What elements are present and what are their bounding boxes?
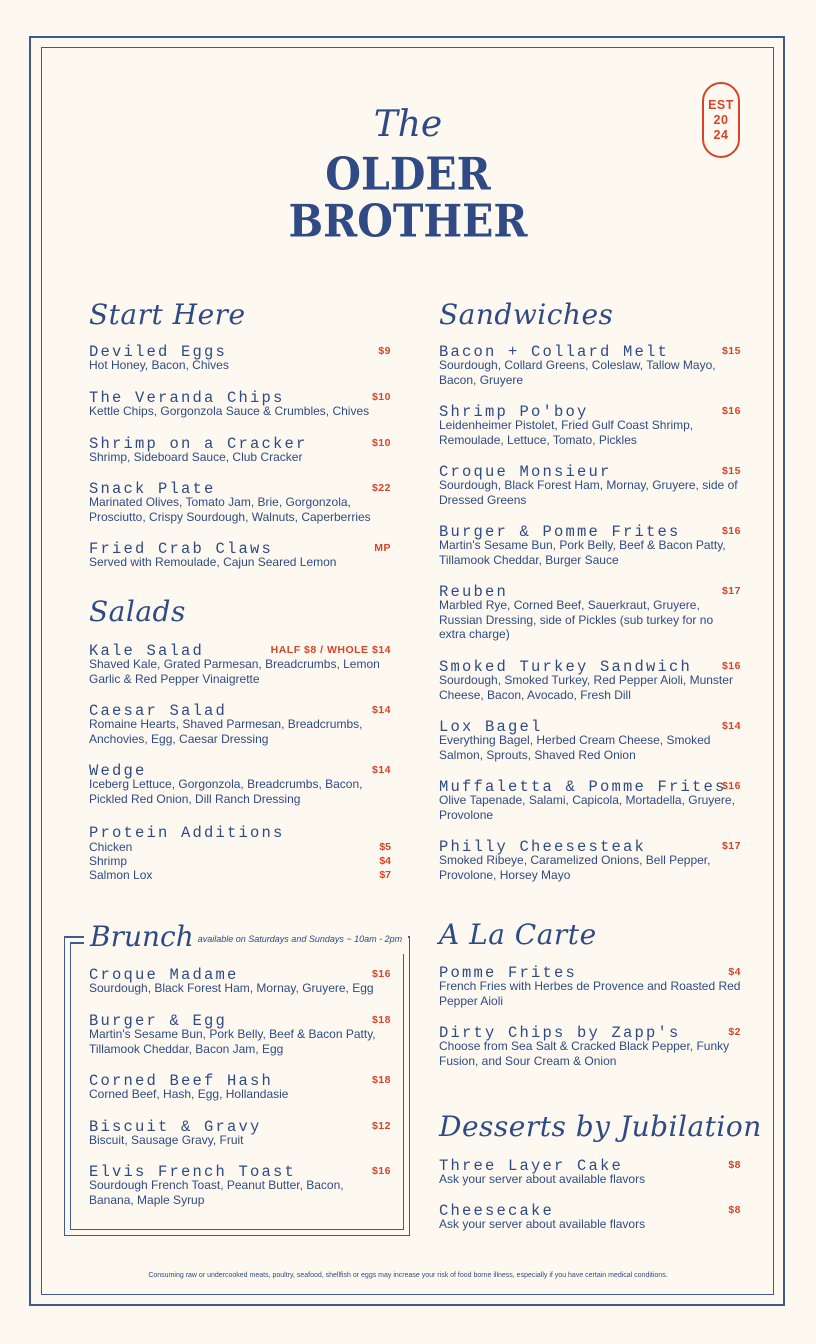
item-name: Shrimp on a Cracker xyxy=(89,435,308,453)
item-price: $14 xyxy=(371,764,391,776)
item-description: Shrimp, Sideboard Sauce, Club Cracker xyxy=(89,450,303,464)
item-price: $18 xyxy=(371,1014,391,1026)
protein-price: $4 xyxy=(379,855,391,867)
item-price: $8 xyxy=(728,1159,741,1171)
item-name: Burger & Pomme Frites xyxy=(439,523,681,541)
item-price: $17 xyxy=(721,840,741,852)
protein-row xyxy=(89,854,391,869)
item-price: MP xyxy=(374,542,391,554)
item-name: Deviled Eggs xyxy=(89,343,228,361)
item-price: $16 xyxy=(721,525,741,537)
brunch-availability-note: available on Saturdays and Sundays ~ 10am - 2pm xyxy=(197,934,403,944)
item-price: $15 xyxy=(721,345,741,357)
item-description: Sourdough, Collard Greens, Coleslaw, Tallow Mayo, Bacon, Gruyere xyxy=(439,358,716,387)
item-description: Hot Honey, Bacon, Chives xyxy=(89,358,229,372)
item-price: $10 xyxy=(371,437,391,449)
item-name: Muffaletta & Pomme Frites xyxy=(439,778,727,796)
item-description: Smoked Ribeye, Caramelized Onions, Bell Pepper, Provolone, Horsey Mayo xyxy=(439,853,711,882)
section-title-brunch: Brunch xyxy=(90,919,194,953)
item-description: Sourdough French Toast, Peanut Butter, Bacon, Banana, Maple Syrup xyxy=(89,1178,344,1207)
item-price: $14 xyxy=(721,720,741,732)
protein-additions-title: Protein Additions xyxy=(89,824,285,842)
item-price: $22 xyxy=(371,482,391,494)
item-name: Biscuit & Gravy xyxy=(89,1118,262,1136)
item-name: Cheesecake xyxy=(439,1202,555,1220)
item-description: Biscuit, Sausage Gravy, Fruit xyxy=(89,1133,244,1147)
item-price: HALF $8 / WHOLE $14 xyxy=(270,644,391,656)
item-description: Martin's Sesame Bun, Pork Belly, Beef & Bacon Patty, Tillamook Cheddar, Bacon Jam, Egg xyxy=(89,1027,376,1056)
protein-row xyxy=(89,868,391,883)
item-price: $14 xyxy=(371,704,391,716)
item-name: Three Layer Cake xyxy=(439,1157,624,1175)
item-name: Croque Monsieur xyxy=(439,463,612,481)
protein-name: Salmon Lox xyxy=(89,868,153,882)
item-description: Sourdough, Smoked Turkey, Red Pepper Aioli, Munster Cheese, Bacon, Avocado, Fresh Dill xyxy=(439,673,733,702)
protein-row xyxy=(89,840,391,855)
item-description: Sourdough, Black Forest Ham, Mornay, Gruyere, side of Dressed Greens xyxy=(439,478,738,507)
item-description: Shaved Kale, Grated Parmesan, Breadcrumbs, Lemon Garlic & Red Pepper Vinaigrette xyxy=(89,657,380,686)
item-price: $2 xyxy=(728,1026,741,1038)
item-description: Ask your server about available flavors xyxy=(439,1217,646,1231)
protein-name: Chicken xyxy=(89,840,133,854)
section-title-sandwiches: Sandwiches xyxy=(439,298,614,331)
item-name: Croque Madame xyxy=(89,966,239,984)
protein-price: $5 xyxy=(379,841,391,853)
item-description: Iceberg Lettuce, Gorgonzola, Breadcrumbs, Bacon, Pickled Red Onion, Dill Ranch Dressing xyxy=(89,777,363,806)
item-description: Kettle Chips, Gorgonzola Sauce & Crumbles, Chives xyxy=(89,404,370,418)
item-price: $12 xyxy=(371,1120,391,1132)
item-name: Reuben xyxy=(439,583,509,601)
logo-brother: BROTHER xyxy=(288,194,528,248)
item-name: Wedge xyxy=(89,762,147,780)
section-title-a-la-carte: A La Carte xyxy=(439,918,597,951)
item-name: Kale Salad xyxy=(89,642,205,660)
item-description: Everything Bagel, Herbed Cream Cheese, Smoked Salmon, Sprouts, Shaved Red Onion xyxy=(439,733,711,762)
item-price: $9 xyxy=(378,345,391,357)
item-price: $17 xyxy=(721,585,741,597)
logo-the: The xyxy=(373,104,443,145)
item-description: Ask your server about available flavors xyxy=(439,1172,646,1186)
item-description: Marbled Rye, Corned Beef, Sauerkraut, Gruyere, Russian Dressing, side of Pickles (sub turkey for no extra charge) xyxy=(439,598,714,641)
item-price: $16 xyxy=(721,405,741,417)
item-price: $10 xyxy=(371,391,391,403)
item-price: $16 xyxy=(721,780,741,792)
item-name: Corned Beef Hash xyxy=(89,1072,274,1090)
section-title-start-here: Start Here xyxy=(89,298,246,331)
item-price: $8 xyxy=(728,1204,741,1216)
item-name: Snack Plate xyxy=(89,480,216,498)
section-title-desserts: Desserts by Jubilation xyxy=(439,1110,762,1143)
item-description: Served with Remoulade, Cajun Seared Lemon xyxy=(89,555,337,569)
food-safety-disclaimer: Consuming raw or undercooked meats, poultry, seafood, shellfish or eggs may increase your risk of food borne illness, especially if you have certain medical conditions. xyxy=(148,1272,668,1279)
item-name: Bacon + Collard Melt xyxy=(439,343,670,361)
item-price: $16 xyxy=(371,1165,391,1177)
item-name: Pomme Frites xyxy=(439,964,578,982)
item-name: Smoked Turkey Sandwich xyxy=(439,658,693,676)
item-description: Olive Tapenade, Salami, Capicola, Mortadella, Gruyere, Provolone xyxy=(439,793,735,822)
item-name: Elvis French Toast xyxy=(89,1163,297,1181)
item-name: Dirty Chips by Zapp's xyxy=(439,1024,681,1042)
item-description: Leidenheimer Pistolet, Fried Gulf Coast Shrimp, Remoulade, Lettuce, Tomato, Pickles xyxy=(439,418,694,447)
est-badge-line: EST xyxy=(708,97,734,112)
est-badge-line: 24 xyxy=(713,127,729,142)
item-name: Caesar Salad xyxy=(89,702,228,720)
section-title-salads: Salads xyxy=(89,595,186,628)
item-name: The Veranda Chips xyxy=(89,389,285,407)
item-name: Shrimp Po'boy xyxy=(439,403,589,421)
protein-name: Shrimp xyxy=(89,854,128,868)
protein-price: $7 xyxy=(379,869,391,881)
item-description: Marinated Olives, Tomato Jam, Brie, Gorgonzola, Prosciutto, Crispy Sourdough, Walnuts, Caperberries xyxy=(89,495,371,524)
item-description: French Fries with Herbes de Provence and Roasted Red Pepper Aioli xyxy=(439,979,741,1008)
brunch-header xyxy=(84,918,408,954)
logo-older: OLDER xyxy=(325,147,491,201)
item-name: Fried Crab Claws xyxy=(89,540,274,558)
item-name: Philly Cheesesteak xyxy=(439,838,647,856)
item-price: $16 xyxy=(371,968,391,980)
item-price: $16 xyxy=(721,660,741,672)
item-name: Lox Bagel xyxy=(439,718,543,736)
item-description: Martin's Sesame Bun, Pork Belly, Beef & Bacon Patty, Tillamook Cheddar, Burger Sauce xyxy=(439,538,726,567)
est-badge-line: 20 xyxy=(713,112,729,127)
item-name: Burger & Egg xyxy=(89,1012,228,1030)
item-price: $15 xyxy=(721,465,741,477)
item-description: Choose from Sea Salt & Cracked Black Pepper, Funky Fusion, and Sour Cream & Onion xyxy=(439,1039,730,1068)
item-description: Romaine Hearts, Shaved Parmesan, Breadcrumbs, Anchovies, Egg, Caesar Dressing xyxy=(89,717,363,746)
item-description: Corned Beef, Hash, Egg, Hollandasie xyxy=(89,1087,289,1101)
item-price: $18 xyxy=(371,1074,391,1086)
item-price: $4 xyxy=(728,966,741,978)
item-description: Sourdough, Black Forest Ham, Mornay, Gruyere, Egg xyxy=(89,981,374,995)
